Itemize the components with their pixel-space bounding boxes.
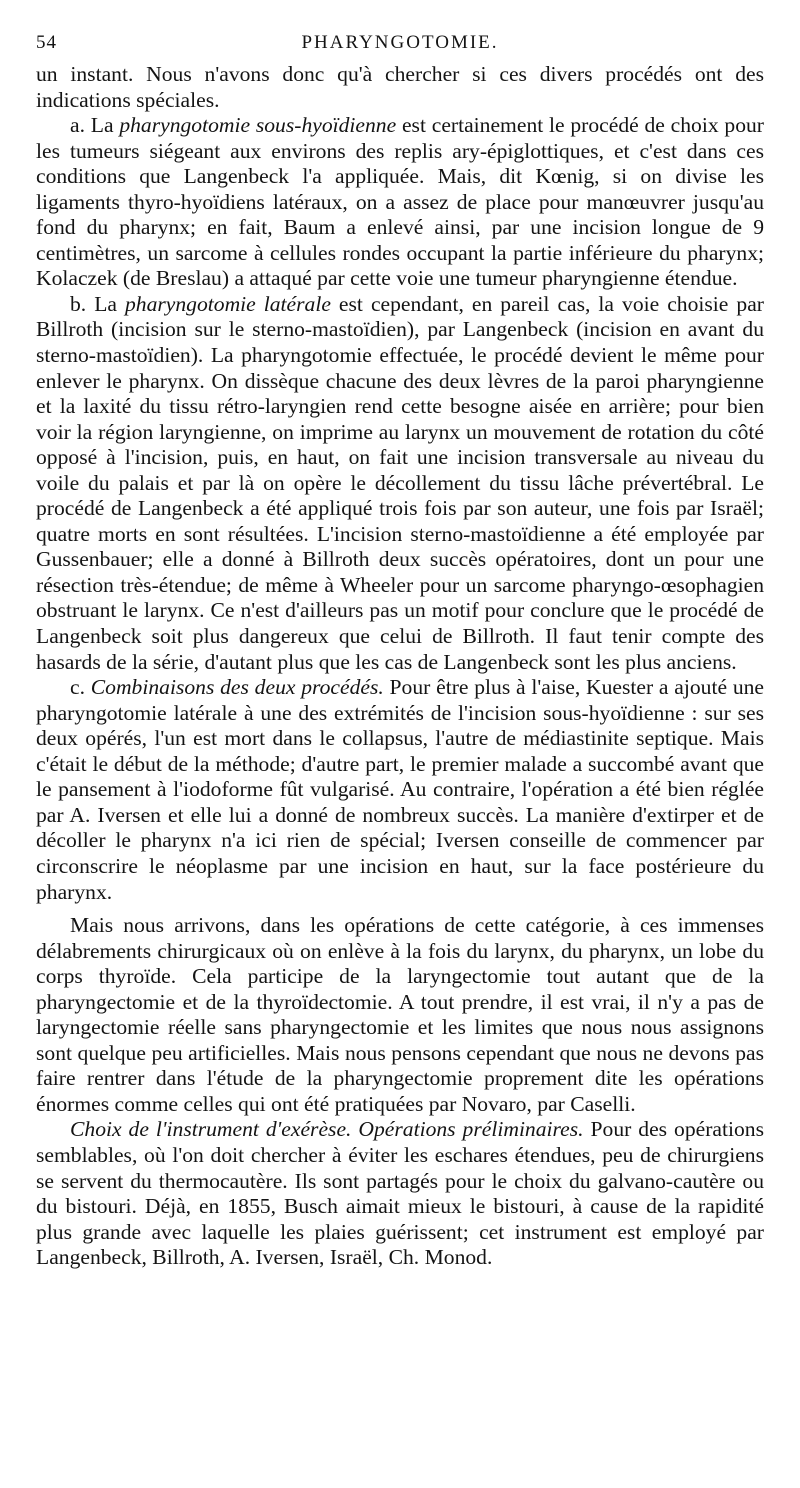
paragraph-text: est certainement le procédé de choix pour les tumeurs siégeant aux environs des replis ary-épiglottiques, et c'est dans ces conditions que Langenbeck l'a appliquée. Mais, dit Kœnig, si on divise les ligaments thyro-hyoïdiens latéraux, on a assez de place pour manœuvrer jusqu'au fond du pharynx; en fait, Baum a enlevé ainsi, par une incision longue de 9 centimètres, un sarcome à cellules rondes occupant la partie inférieure du pharynx; Kolaczek (de Breslau) a attaqué par cette voie une tumeur pharyngienne étendue. xyxy=(36,113,764,291)
paragraph-emphasis: Combinaisons des deux procédés. xyxy=(90,675,384,700)
page-header xyxy=(36,24,764,58)
paragraph-e xyxy=(36,1117,764,1270)
paragraph-text: Pour des opérations semblables, où l'on doit chercher à éviter les eschares étendues, peu de chirurgiens se servent du thermocautère. Ils sont partagés pour le choix du galvano-cautère ou du bistouri. Déjà, en 1855, Busch aimait mieux le bistouri, à cause de la rapidité plus grande avec laquelle les plaies guérissent; cet instrument est employé par Langenbeck, Billroth, A. Iversen, Israël, Ch. Monod. xyxy=(36,1117,764,1270)
paragraph-lead: a. La xyxy=(70,113,120,138)
paragraph-text: est cependant, en pareil cas, la voie choisie par Billroth (incision sur le sterno-mastoïdien), par Langenbeck (incision en avant du sterno-mastoïdien). La pharyngotomie effectuée, le procédé devient le même pour enlever le pharynx. On dissèque chacune des deux lèvres de la paroi pharyngienne et la laxité du tissu rétro-laryngien rend cette besogne aisée en arrière; pour bien voir la région laryngienne, on imprime au larynx un mouvement de rotation du côté opposé à l'incision, puis, en haut, on fait une incision transversale au niveau du voile du palais et par là on opère le décollement du tissu lâche prévertébral. Le procédé de Langenbeck a été appliqué trois fois par son auteur, une fois par Israël; quatre morts en sont résultées. L'incision sterno-mastoïdienne a été employée par Gussenbauer; elle a donné à Billroth deux succès opératoires, dont un pour une résection très-étendue; de même à Wheeler pour un sarcome pharyngo-œsophagien obstruant le larynx. Ce n'est d'ailleurs pas un motif pour conclure que le procédé de Langenbeck soit plus dangereux que celui de Billroth. Il faut tenir compte des hasards de la série, d'autant plus que les cas de Langenbeck sont les plus anciens. xyxy=(36,291,764,674)
paragraph-lead: b. La xyxy=(70,291,125,316)
paragraph-a xyxy=(36,113,764,292)
paragraph-continuation xyxy=(36,62,764,113)
paragraph-d xyxy=(36,913,764,1117)
body-text xyxy=(36,62,764,1271)
paragraph-text: Pour être plus à l'aise, Kuester a ajouté une pharyngotomie latérale à une des extrémités de l'incision sous-hyoïdienne : sur ses deux opérés, l'un est mort dans le collapsus, l'autre de médiastinite septique. Mais c'était le début de la méthode; d'autre part, le premier malade a succombé avant que le pansement à l'iodoforme fût vulgarisé. Au contraire, l'opération a été bien réglée par A. Iversen et elle lui a donné de nombreux succès. La manière d'extirper et de décoller le pharynx n'a ici rien de spécial; Iversen conseille de commencer par circonscrire le néoplasme par une incision en haut, sur la face postérieure du pharynx. xyxy=(36,675,764,904)
paragraph-b xyxy=(36,292,764,675)
running-title: PHARYNGOTOMIE. xyxy=(301,32,499,53)
paragraph-lead: c. xyxy=(70,675,91,700)
paragraph-emphasis: pharyngotomie sous-hyoïdienne xyxy=(119,113,397,138)
page-number: 54 xyxy=(36,32,57,53)
paragraph-emphasis: pharyngotomie latérale xyxy=(125,291,331,316)
paragraph-c xyxy=(36,675,764,905)
paragraph-emphasis: Choix de l'instrument d'exérèse. Opérations préliminaires. xyxy=(70,1117,584,1142)
paragraph-text: Mais nous arrivons, dans les opérations de cette catégorie, à ces immenses délabrements chirurgicaux où on enlève à la fois du larynx, du pharynx, un lobe du corps thyroïde. Cela participe de la laryngectomie tout autant que de la pharyngectomie et de la thyroïdectomie. A tout prendre, il est vrai, il n'y a pas de laryngectomie réelle sans pharyngectomie et les limites que nous nous assignons sont quelque peu artificielles. Mais nous pensons cependant que nous ne devons pas faire rentrer dans l'étude de la pharyngectomie proprement dite les opérations énormes comme celles qui ont été pratiquées par Novaro, par Caselli. xyxy=(36,913,764,1116)
paragraph-text: un instant. Nous n'avons donc qu'à chercher si ces divers procédés ont des indications spéciales. xyxy=(36,62,764,112)
